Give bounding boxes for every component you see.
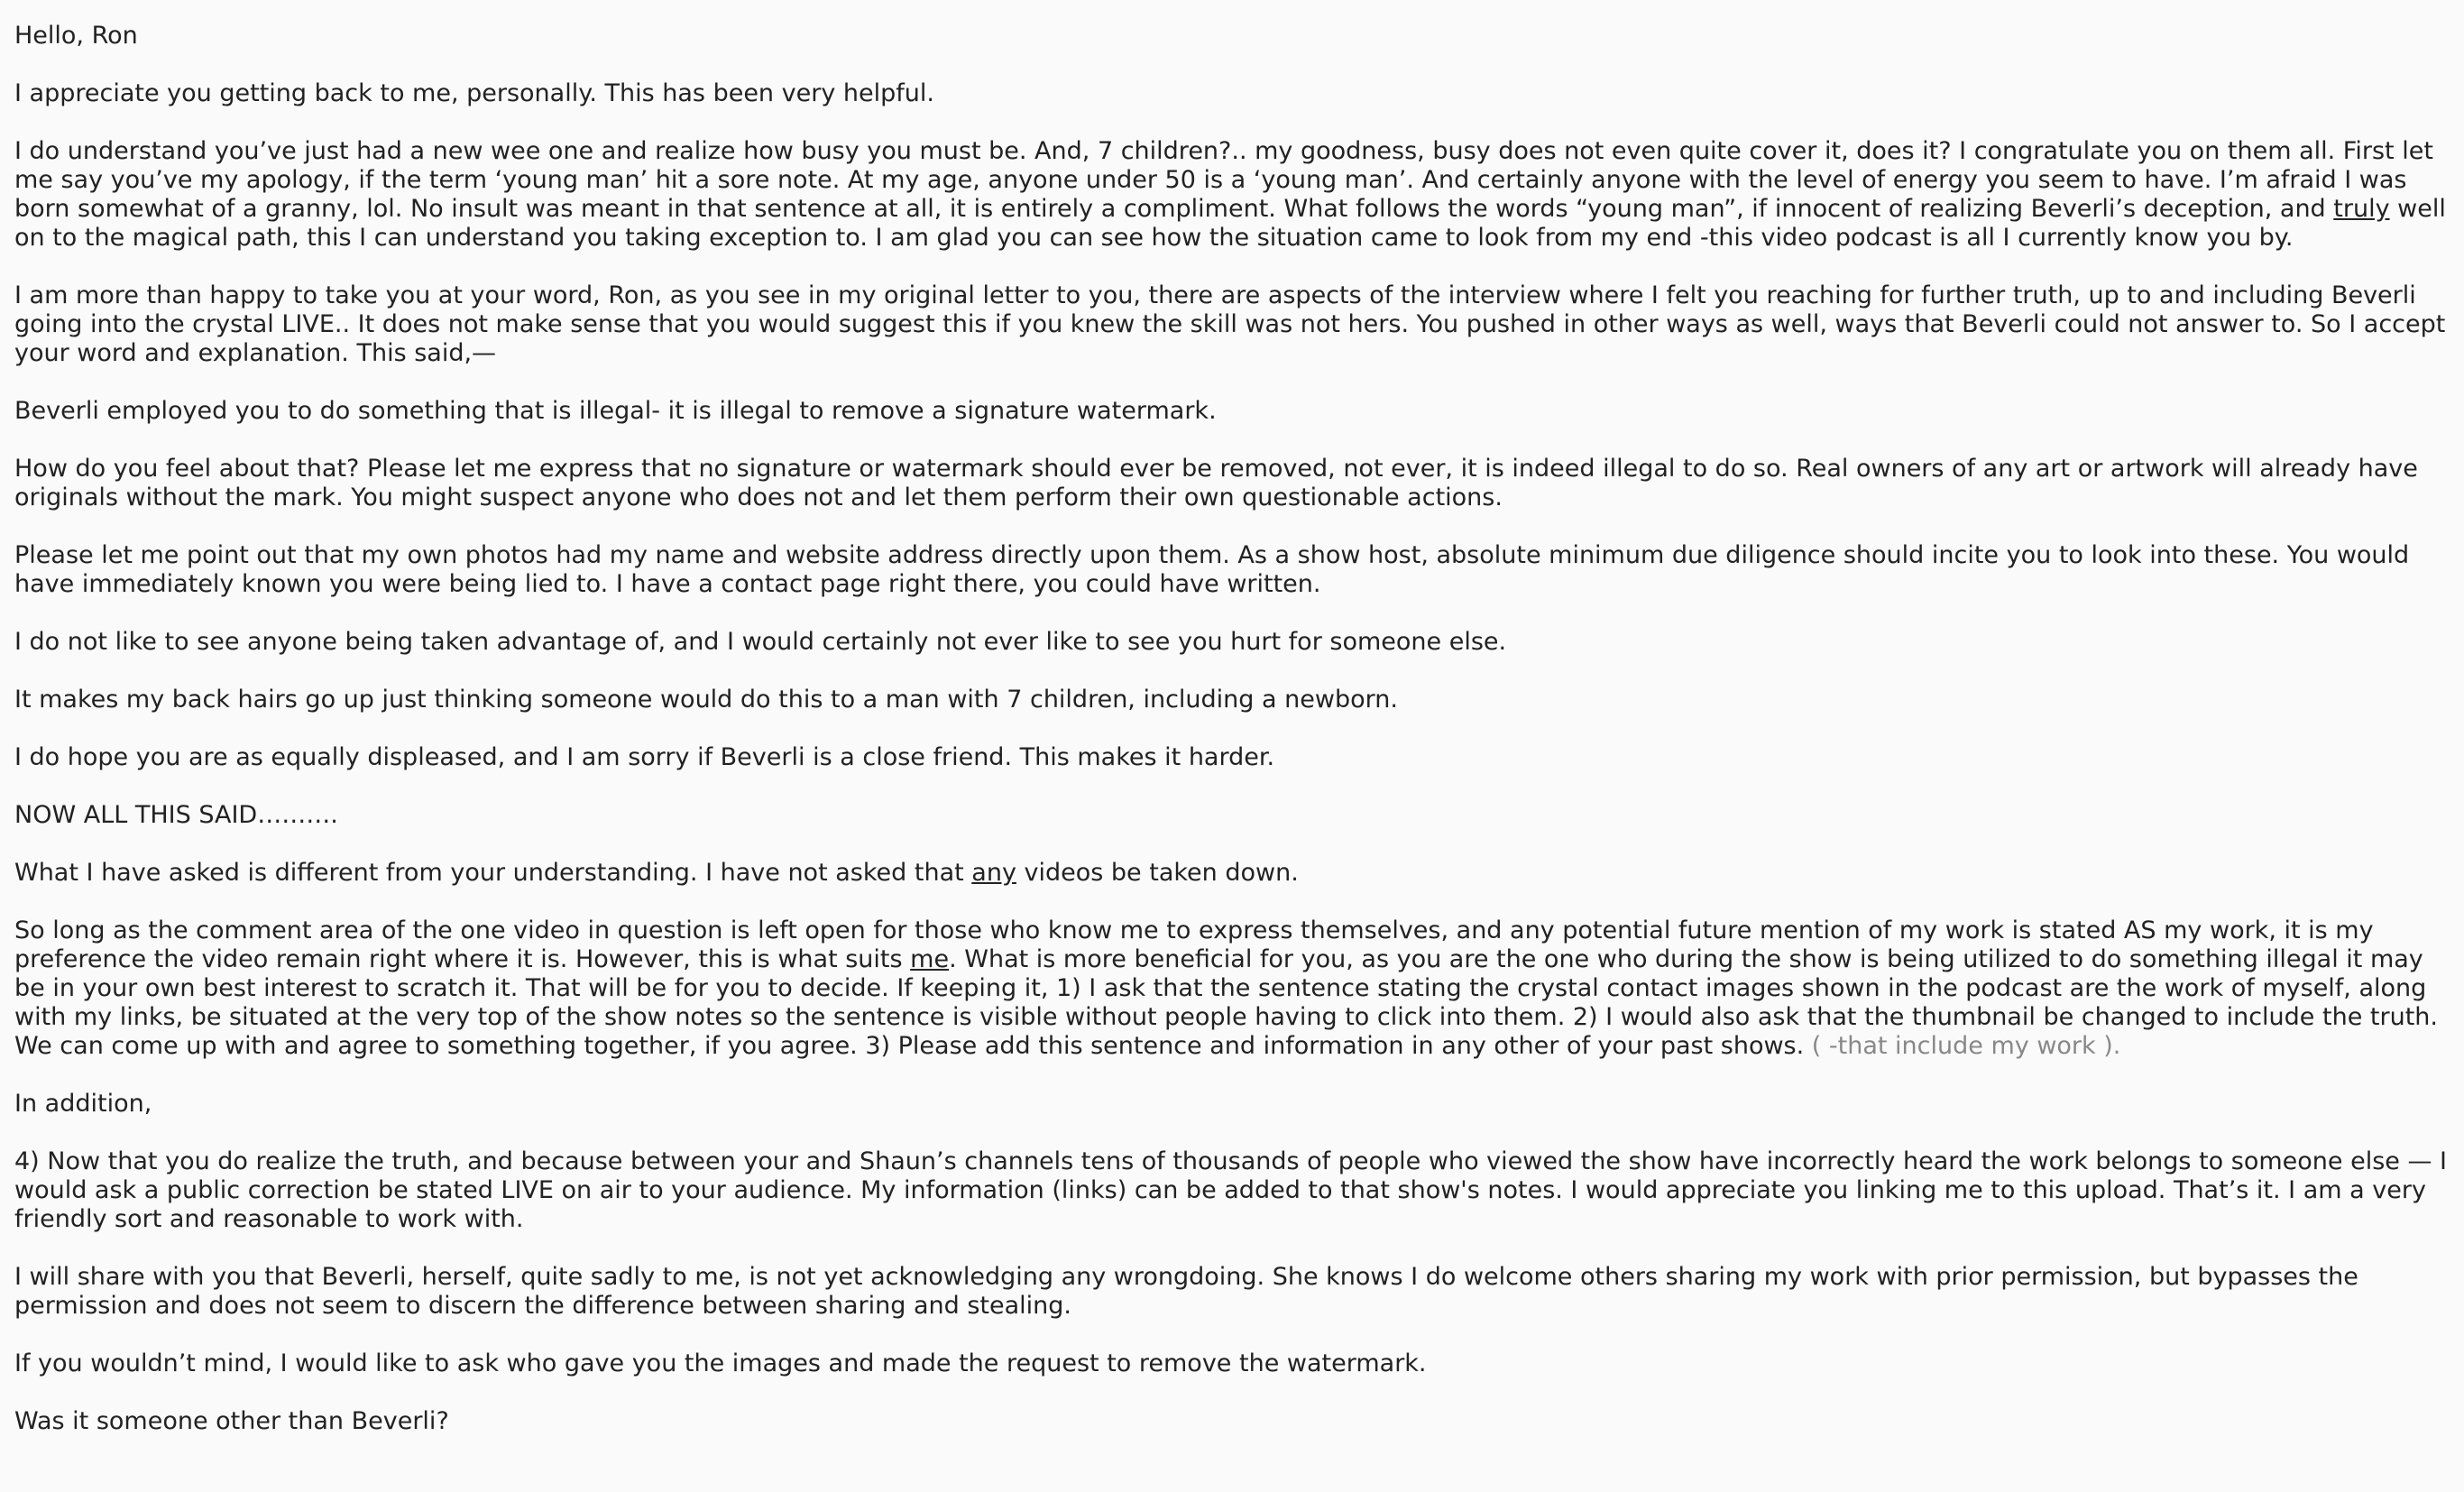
underlined-word: me <box>910 945 950 973</box>
paragraph-photos: Please let me point out that my own photos had my name and website address directly upon them. As a show host, absolute minimum due diligence should incite you to look into these. You would have immediately known you were being lied to. I have a contact page right there, you could have written. <box>14 541 2410 598</box>
text-segment: well on to the magical path, this I can understand you taking exception to. I am glad you can see how the situation came to look from my end -this video podcast is all I currently know you by. <box>14 195 2446 252</box>
paragraph-back-hairs: It makes my back hairs go up just thinking someone would do this to a man with 7 children, including a newborn. <box>14 686 1398 714</box>
paragraph-displeased: I do hope you are as equally displeased, and I am sorry if Beverli is a close friend. This makes it harder. <box>14 743 1275 771</box>
paragraph-requests <box>14 916 2450 1061</box>
underlined-word: any <box>971 859 1016 887</box>
text-segment: So long as the comment area of the one video in question is left open for those who know me to express themselves, and any potential future mention of my work is stated AS my work, it is my preference the video remain right where it is. However, this is what suits <box>14 916 2374 973</box>
paragraph-feel-about: How do you feel about that? Please let me express that no signature or watermark should ever be removed, not ever, it is indeed illegal to do so. Real owners of any art or artwork will already have originals without the mark. You might suspect anyone who does not and let them perform their own questionable actions. <box>14 455 2418 511</box>
text-segment: I do understand you’ve just had a new wee one and realize how busy you must be. And, 7 children?.. my goodness, busy does not even quite cover it, does it? I congratulate you on them all. First let me say you’ve my apology, if the term ‘young man’ hit a sore note. At my age, anyone under 50 is a ‘young man’. And certainly anyone with the level of energy you seem to have. I’m afraid I was born somewhat of a granny, lol. No insult was meant in that sentence at all, it is entirely a compliment. What follows the words “young man”, if innocent of realizing Beverli’s deception, and <box>14 137 2433 223</box>
text-segment: videos be taken down. <box>1016 859 1299 887</box>
paragraph-not-asked <box>14 859 2450 888</box>
underlined-word: truly <box>2333 195 2390 223</box>
text-segment: . What is more beneficial for you, as you are the one who during the show is being utilized to do something illegal it may be in your own best interest to scratch it. That will be for you to decide. If keeping it, 1) I ask that the sentence stating the crystal contact images shown in the podcast are the work of myself, along with my links, be situated at the very top of the show notes so the sentence is visible without people having to click into them. 2) I would also ask that the thumbnail be changed to include the truth. We can come up with and agree to something together, if you agree. 3) Please add this sentence and information in any other of your past shows. <box>14 945 2438 1060</box>
paragraph-young-man <box>14 137 2450 253</box>
paragraph-public-correction: 4) Now that you do realize the truth, and because between your and Shaun’s channels tens of thousands of people who viewed the show have incorrectly heard the work belongs to someone else — I would ask a public correction be stated LIVE on air to your audience. My information (links) can be added to that show's notes. I would appreciate you linking me to this upload. That’s it. I am a very friendly sort and reasonable to work with. <box>14 1147 2448 1233</box>
paragraph-beverli-acknowledging: I will share with you that Beverli, herself, quite sadly to me, is not yet acknowledging any wrongdoing. She knows I do welcome others sharing my work with prior permission, but bypasses the permission and does not seem to discern the difference between sharing and stealing. <box>14 1263 2358 1320</box>
muted-note: ( -that include my work ). <box>1811 1032 2121 1060</box>
text-segment: What I have asked is different from your understanding. I have not asked that <box>14 859 972 887</box>
paragraph-taken-advantage: I do not like to see anyone being taken advantage of, and I would certainly not ever like to see you hurt for someone else. <box>14 628 1507 656</box>
paragraph-illegal: Beverli employed you to do something that is illegal- it is illegal to remove a signature watermark. <box>14 397 1217 425</box>
paragraph-appreciation: I appreciate you getting back to me, personally. This has been very helpful. <box>14 79 934 107</box>
paragraph-closing-question: Was it someone other than Beverli? <box>14 1407 449 1435</box>
greeting: Hello, Ron <box>14 22 138 50</box>
paragraph-take-your-word: I am more than happy to take you at your word, Ron, as you see in my original letter to you, there are aspects of the interview where I felt you reaching for further truth, up to and including Beverli going into the crystal LIVE.. It does not make sense that you would suggest this if you knew the skill was not hers. You pushed in other ways as well, ways that Beverli could not answer to. So I accept your word and explanation. This said,— <box>14 281 2446 367</box>
paragraph-in-addition: In addition, <box>14 1090 152 1118</box>
paragraph-who-gave-images: If you wouldn’t mind, I would like to ask who gave you the images and made the request to remove the watermark. <box>14 1349 1427 1377</box>
paragraph-now-all-this-said: NOW ALL THIS SAID………. <box>14 801 338 829</box>
